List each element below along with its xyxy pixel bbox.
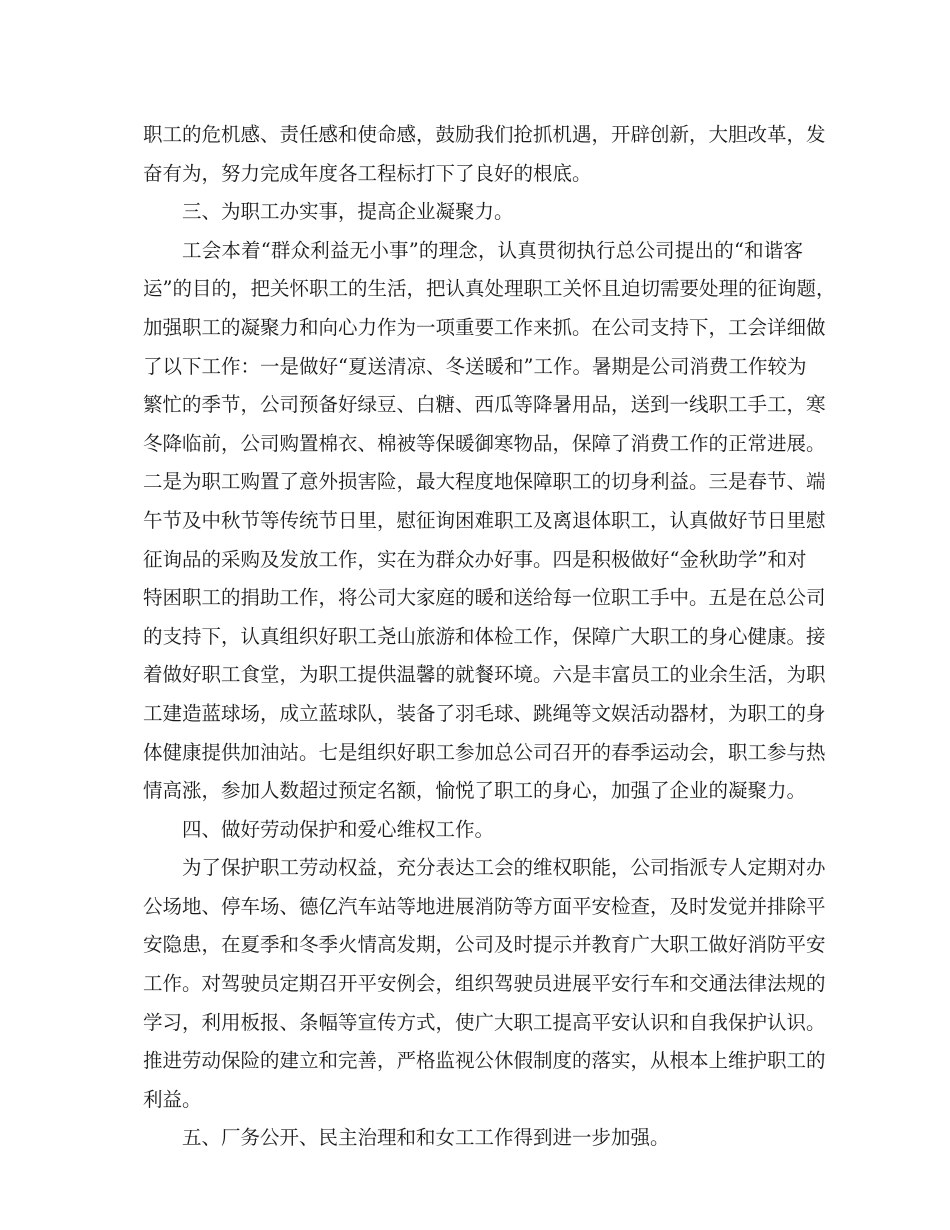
text-line: 奋有为，努力完成年度各工程标打下了良好的根底。 bbox=[143, 161, 592, 185]
text-line: 午节及中秋节等传统节日里，慰征询困难职工及离退体职工，认真做好节日里慰 bbox=[143, 508, 826, 532]
text-line: 二是为职工购置了意外损害险，最大程度地保障职工的切身利益。三是春节、端 bbox=[143, 470, 826, 494]
text-line: 征询品的采购及发放工作，实在为群众办好事。四是积极做好“金秋助学”和对 bbox=[143, 547, 807, 571]
text-line: 加强职工的凝聚力和向心力作为一项重要工作来抓。在公司支持下，工会详细做 bbox=[143, 315, 826, 339]
document-page bbox=[143, 116, 836, 1158]
text-line: 四、做好劳动保护和爱心维权工作。 bbox=[182, 817, 495, 841]
text-line: 安隐患，在夏季和冬季火情高发期，公司及时提示并教育广大职工做好消防平安 bbox=[143, 933, 826, 957]
text-line: 工建造蓝球场，成立蓝球队，装备了羽毛球、跳绳等文娱活动器材，为职工的身 bbox=[143, 701, 826, 725]
text-line: 繁忙的季节，公司预备好绿豆、白糖、西瓜等降暑用品，送到一线职工手工，寒 bbox=[143, 393, 826, 417]
text-line: 推进劳动保险的建立和完善，严格监视公休假制度的落实，从根本上维护职工的 bbox=[143, 1049, 826, 1073]
text-line: 冬降临前，公司购置棉衣、棉被等保暖御寒物品，保障了消费工作的正常进展。 bbox=[143, 431, 826, 455]
text-line: 学习，利用板报、条幅等宣传方式，使广大职工提高平安认识和自我保护认识。 bbox=[143, 1010, 826, 1034]
text-line: 了以下工作：一是做好“夏送清凉、冬送暖和”工作。暑期是公司消费工作较为 bbox=[143, 354, 807, 378]
text-line: 利益。 bbox=[143, 1087, 202, 1111]
text-line: 工作。对驾驶员定期召开平安例会，组织驾驶员进展平安行车和交通法律法规的 bbox=[143, 972, 826, 996]
text-line: 职工的危机感、责任感和使命感，鼓励我们抢抓机遇，开辟创新，大胆改革，发 bbox=[143, 123, 826, 146]
text-line: 的支持下，认真组织好职工尧山旅游和体检工作，保障广大职工的身心健康。接 bbox=[143, 624, 826, 648]
text-line: 情高涨，参加人数超过预定名额，愉悦了职工的身心，加强了企业的凝聚力。 bbox=[143, 779, 807, 803]
text-line: 三、为职工办实事，提高企业凝聚力。 bbox=[182, 200, 514, 224]
text-line: 为了保护职工劳动权益，充分表达工会的维权职能，公司指派专人定期对办 bbox=[182, 856, 826, 880]
text-line: 体健康提供加油站。七是组织好职工参加总公司召开的春季运动会，职工参与热 bbox=[143, 740, 826, 764]
text-line: 五、厂务公开、民主治理和和女工工作得到进一步加强。 bbox=[182, 1126, 670, 1150]
text-line: 公场地、停车场、德亿汽车站等地进展消防等方面平安检查，及时发觉并排除平 bbox=[143, 894, 826, 918]
text-line: 运”的目的，把关怀职工的生活，把认真处理职工关怀且迫切需要处理的征询题， bbox=[143, 277, 836, 301]
text-line: 工会本着“群众利益无小事”的理念，认真贯彻执行总公司提出的“和谐客 bbox=[182, 238, 803, 262]
text-line: 特困职工的捐助工作，将公司大家庭的暖和送给每一位职工手中。五是在总公司 bbox=[143, 586, 826, 610]
text-line: 着做好职工食堂，为职工提供温馨的就餐环境。六是丰富员工的业余生活，为职 bbox=[143, 663, 826, 687]
